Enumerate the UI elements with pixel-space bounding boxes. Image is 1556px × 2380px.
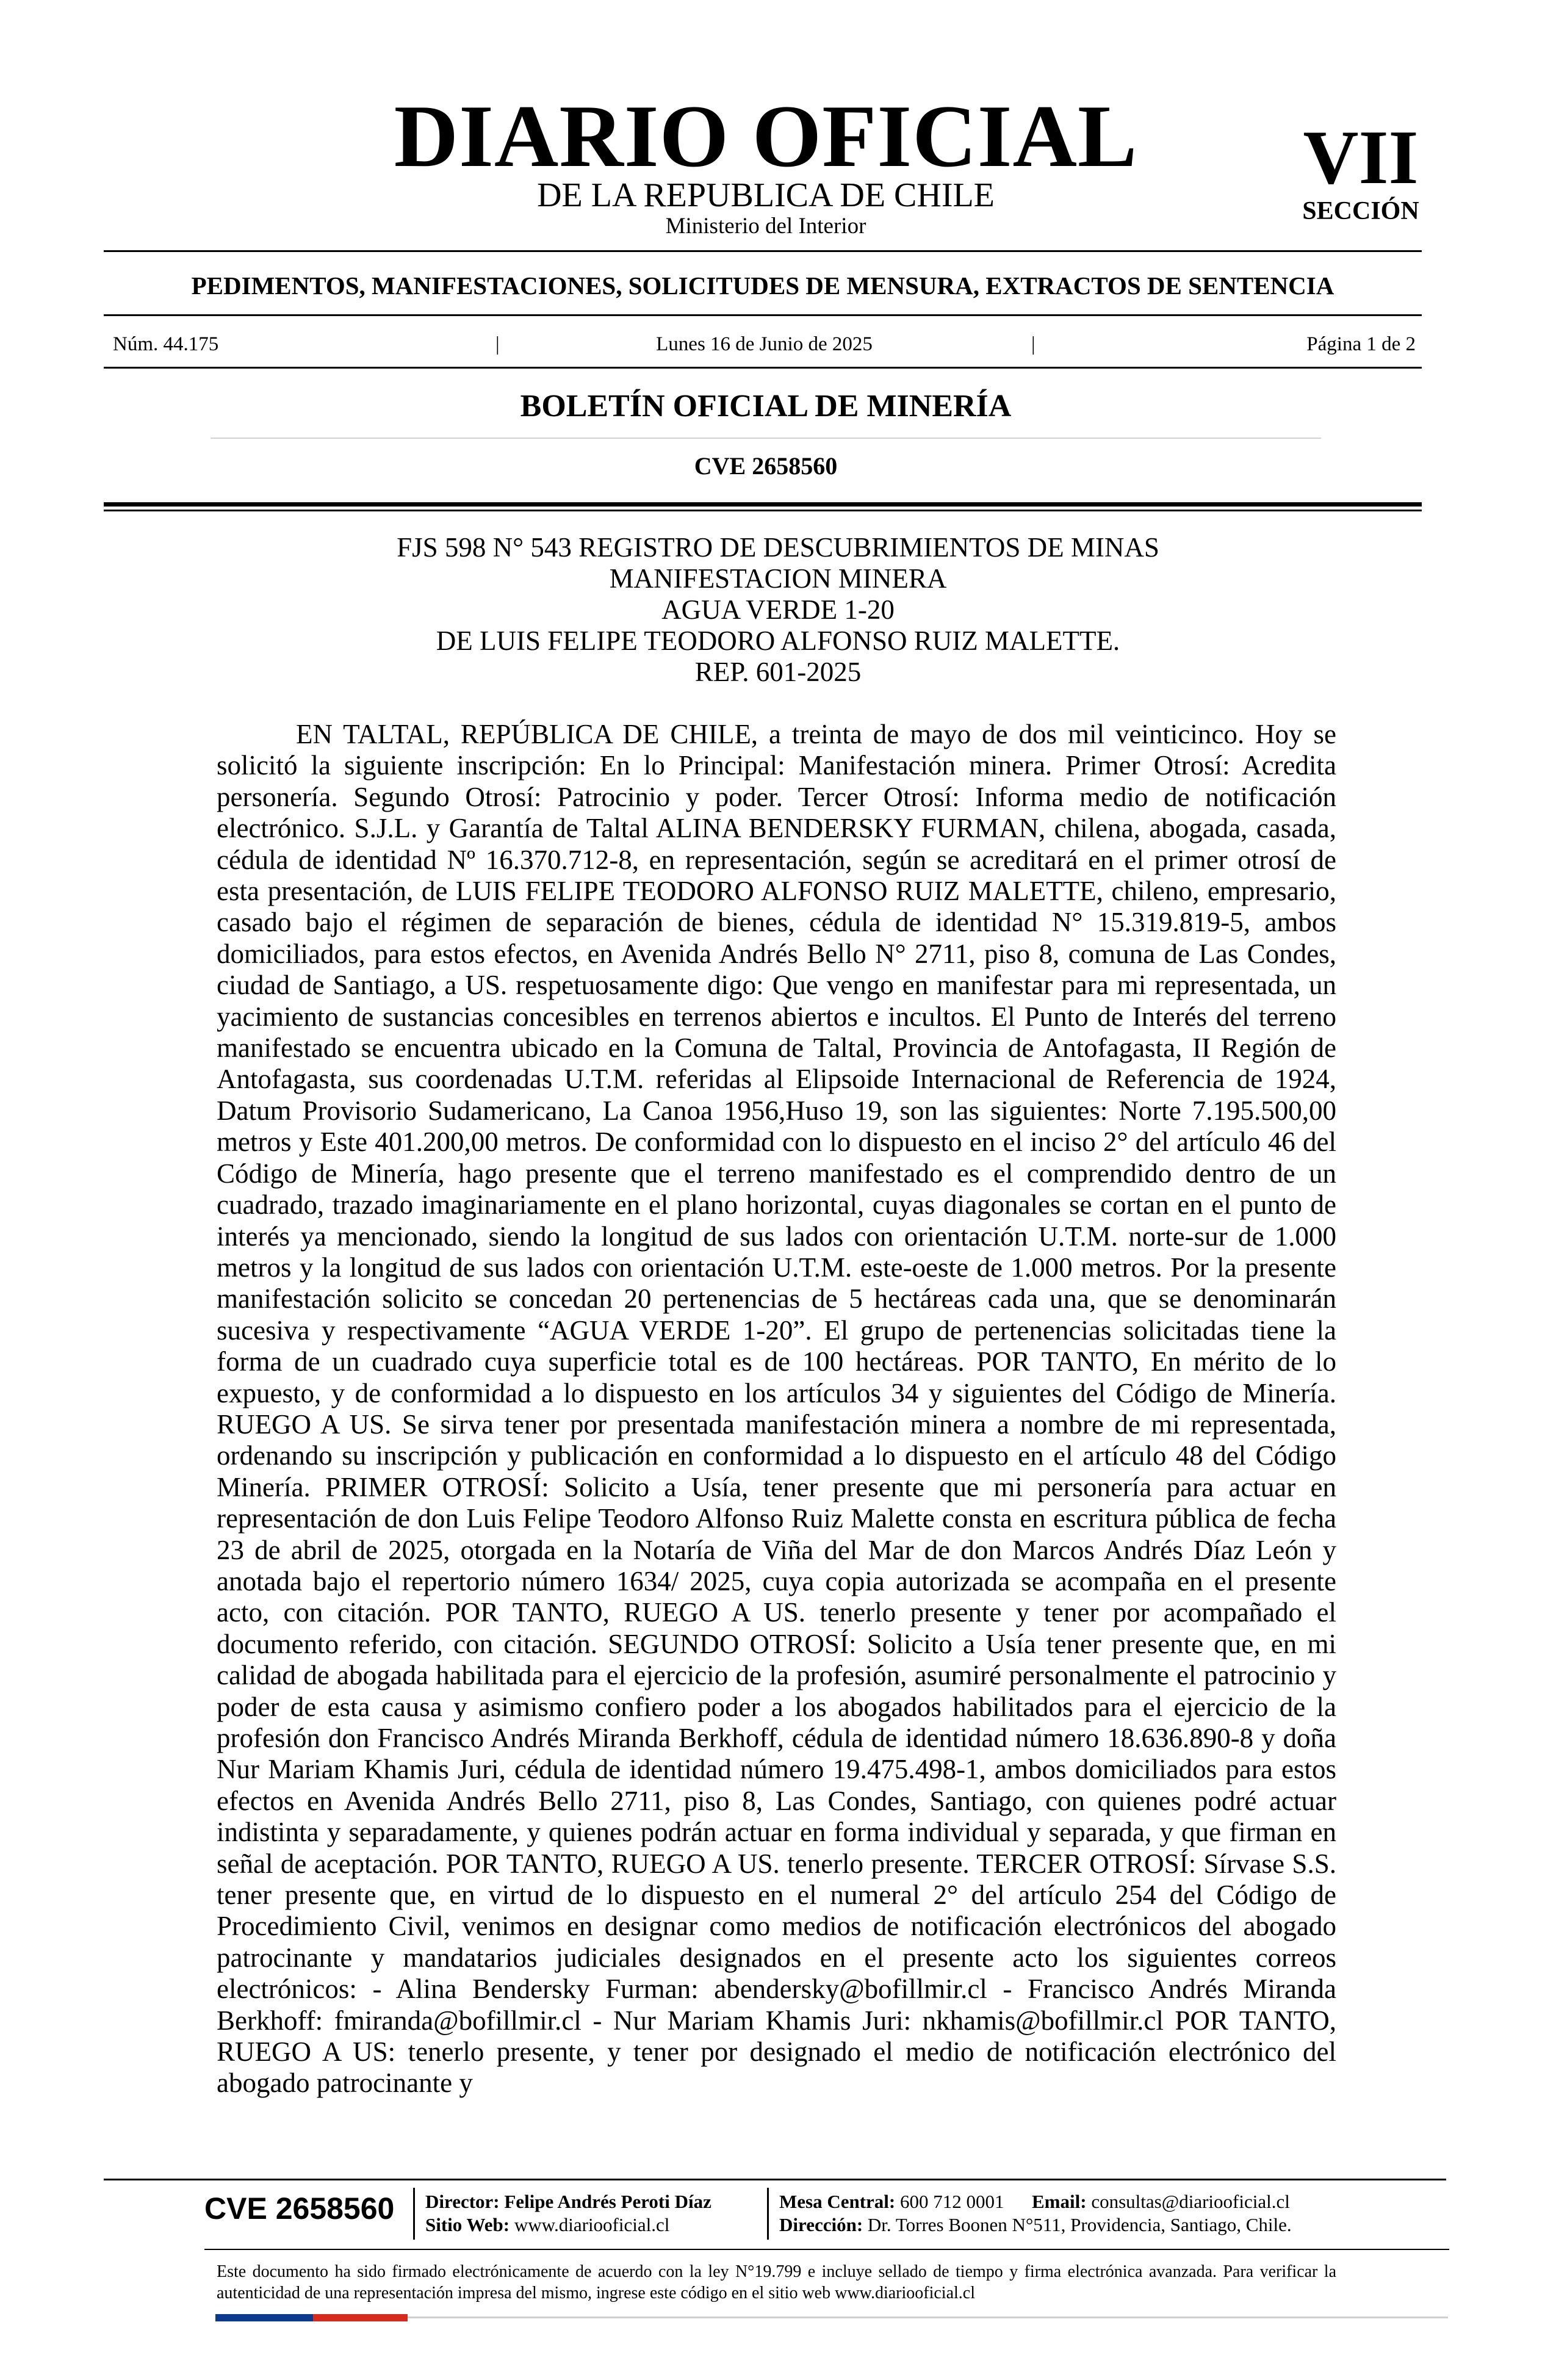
signature-disclaimer: Este documento ha sido firmado electrónicamente de acuerdo con la ley N°19.799 e incluye sellado de tiempo y firma electrónica avanzada. Para verificar la autenticidad de una representación impresa del mismo, ingrese este código en el sitio web www.diariooficial.cl bbox=[217, 2262, 1336, 2302]
address-text: Dr. Torres Boonen N°511, Providencia, Santiago, Chile. bbox=[867, 2214, 1292, 2235]
page-indicator: Página 1 de 2 bbox=[1306, 333, 1416, 355]
issue-separator: | bbox=[1031, 333, 1036, 355]
email-link[interactable]: consultas@diariooficial.cl bbox=[1091, 2191, 1290, 2212]
footer-divider bbox=[413, 2188, 415, 2240]
document-body: EN TALTAL, REPÚBLICA DE CHILE, a treinta de mayo de dos mil veinticinco. Hoy se solicitó la siguiente inscripción: En lo Principal: Manifestación minera. Primer Otrosí: Acredita personería. Segundo Otrosí: Patrocinio y poder. Tercer Otrosí: Informa medio de notificación electrónico. S.J.L. y Garantía de Taltal ALINA BENDERSKY FURMAN, chilena, abogada, casada, cédula de identidad Nº 16.370.712-8, en representación, según se acreditará en el primer otrosí de esta presentación, de LUIS FELIPE TEODORO ALFONSO RUIZ MALETTE, chileno, empresario, casado bajo el régimen de separación de bienes, cédula de identidad N° 15.319.819-5, ambos domiciliados, para estos efectos, en Avenida Andrés Bello N° 2711, piso 8, comuna de Las Condes, ciudad de Santiago, a US. respetuosamente digo: Que vengo en manifestar para mi representada, un yacimiento de sustancias concesibles en terrenos abiertos e incultos. El Punto de Interés del terreno manifestado se encuentra ubicado en la Comuna de Taltal, Provincia de Antofagasta, II Región de Antofagasta, sus coordenadas U.T.M. referidas al Elipsoide Internacional de Referencia de 1924, Datum Provisorio Sudamericano, La Canoa 1956,Huso 19, son las siguientes: Norte 7.195.500,00 metros y Este 401.200,00 metros. De conformidad con lo dispuesto en el inciso 2° del artículo 46 del Código de Minería, hago presente que el terreno manifestado es el comprendido dentro de un cuadrado, trazado imaginariamente en el plano horizontal, cuyas diagonales se cortan en el punto de interés ya mencionado, siendo la longitud de sus lados con orientación U.T.M. norte-sur de 1.000 metros y la longitud de sus lados con orientación U.T.M. este-oeste de 1.000 metros. Por la presente manifestación solicito se concedan 20 pertenencias de 5 hectáreas cada una, que se denominarán sucesiva y respectivamente “AGUA VERDE 1-20”. El grupo de pertenencias solicitadas tiene la forma de un cuadrado cuya superficie total es de 100 hectáreas. POR TANTO, En mérito de lo expuesto, y de conformidad a lo dispuesto en los artículos 34 y siguientes del Código de Minería. RUEGO A US. Se sirva tener por presentada manifestación minera a nombre de mi representada, ordenando su inscripción y publicación en conformidad a lo dispuesto en el artículo 48 del Código Minería. PRIMER OTROSÍ: Solicito a Usía, tener presente que mi personería para actuar en representación de don Luis Felipe Teodoro Alfonso Ruiz Malette consta en escritura pública de fecha 23 de abril de 2025, otorgada en la Notaría de Viña del Mar de don Marcos Andrés Díaz León y anotada bajo el repertorio número 1634/ 2025, cuya copia autorizada se acompaña en el presente acto, con citación. POR TANTO, RUEGO A US. tenerlo presente y tener por acompañado el documento referido, con citación. SEGUNDO OTROSÍ: Solicito a Usía tener presente que, en mi calidad de abogada habilitada para el ejercicio de la profesión, asumiré personalmente el patrocinio y poder de esta causa y asimismo confiero poder a los abogados habilitados para el ejercicio de la profesión don Francisco Andrés Miranda Berkhoff, cédula de identidad número 18.636.890-8 y doña Nur Mariam Khamis Juri, cédula de identidad número 19.475.498-1, ambos domiciliados para estos efectos en Avenida Andrés Bello 2711, piso 8, Las Condes, Santiago, con quienes podré actuar indistinta y separadamente, y quienes podrán actuar en forma individual y separada, y que firman en señal de aceptación. POR TANTO, RUEGO A US. tenerlo presente. TERCER OTROSÍ: Sírvase S.S. tener presente que, en virtud de lo dispuesto en el numeral 2° del artículo 254 del Código de Procedimiento Civil, venimos en designar como medios de notificación electrónicos del abogado patrocinante y mandatarios judiciales designados en el presente acto los siguientes correos electrónicos: - Alina Bendersky Furman: abendersky@bofillmir.cl - Francisco Andrés Miranda Berkhoff: fmiranda@bofillmir.cl - Nur Mariam Khamis Juri: nkhamis@bofillmir.cl POR TANTO, RUEGO A US: tenerlo presente, y tener por designado el medio de notificación electrónico del abogado patrocinante y bbox=[217, 719, 1336, 2099]
category-rule bbox=[104, 314, 1422, 316]
header-double-rule-bottom bbox=[104, 510, 1422, 511]
issue-separator: | bbox=[495, 333, 500, 355]
issue-bar bbox=[113, 334, 1416, 359]
bulletin-title: BOLETÍN OFICIAL DE MINERÍA bbox=[520, 389, 1012, 424]
heading-line: MANIFESTACION MINERA bbox=[609, 563, 947, 594]
masthead-ministry: Ministerio del Interior bbox=[665, 214, 866, 239]
footer-rule-lower bbox=[204, 2249, 1449, 2250]
heading-line: AGUA VERDE 1-20 bbox=[661, 594, 895, 625]
masthead-title: DIARIO OFICIAL bbox=[394, 87, 1138, 186]
footer-director-block bbox=[425, 2190, 711, 2237]
phone-number: 600 712 0001 bbox=[900, 2191, 1004, 2212]
flag-stripe-line bbox=[408, 2317, 1448, 2318]
footer-contact-block bbox=[779, 2190, 1292, 2237]
email-label: Email: bbox=[1032, 2191, 1087, 2212]
website-link[interactable]: www.diariooficial.cl bbox=[514, 2214, 670, 2235]
heading-line: FJS 598 N° 543 REGISTRO DE DESCUBRIMIENTOS DE MINAS bbox=[397, 532, 1159, 563]
website-label: Sitio Web: bbox=[425, 2214, 510, 2235]
section-label: SECCIÓN bbox=[1302, 197, 1419, 225]
issue-date: Lunes 16 de Junio de 2025 bbox=[656, 333, 873, 355]
bulletin-divider bbox=[211, 438, 1321, 439]
phone-label: Mesa Central: bbox=[779, 2191, 896, 2212]
issue-number: Núm. 44.175 bbox=[113, 333, 219, 355]
footer-divider bbox=[767, 2188, 769, 2240]
address-label: Dirección: bbox=[779, 2214, 863, 2235]
header-double-rule-top bbox=[104, 502, 1422, 507]
document-heading bbox=[122, 532, 1434, 688]
footer-cve-code: CVE 2658560 bbox=[204, 2191, 395, 2226]
section-number: VII bbox=[1303, 115, 1419, 200]
footer-rule bbox=[104, 2179, 1446, 2180]
director-label: Director: bbox=[425, 2191, 500, 2212]
masthead-subtitle: DE LA REPUBLICA DE CHILE bbox=[537, 176, 995, 214]
flag-stripe-red bbox=[313, 2314, 408, 2321]
heading-line: DE LUIS FELIPE TEODORO ALFONSO RUIZ MALETTE. bbox=[436, 626, 1120, 656]
cve-code: CVE 2658560 bbox=[694, 452, 838, 480]
issue-rule bbox=[104, 367, 1422, 369]
director-name: Felipe Andrés Peroti Díaz bbox=[504, 2191, 711, 2212]
category-heading: PEDIMENTOS, MANIFESTACIONES, SOLICITUDES DE MENSURA, EXTRACTOS DE SENTENCIA bbox=[191, 272, 1334, 300]
heading-line: REP. 601-2025 bbox=[694, 657, 862, 687]
masthead-rule bbox=[104, 250, 1422, 252]
flag-stripe-blue bbox=[215, 2314, 313, 2321]
